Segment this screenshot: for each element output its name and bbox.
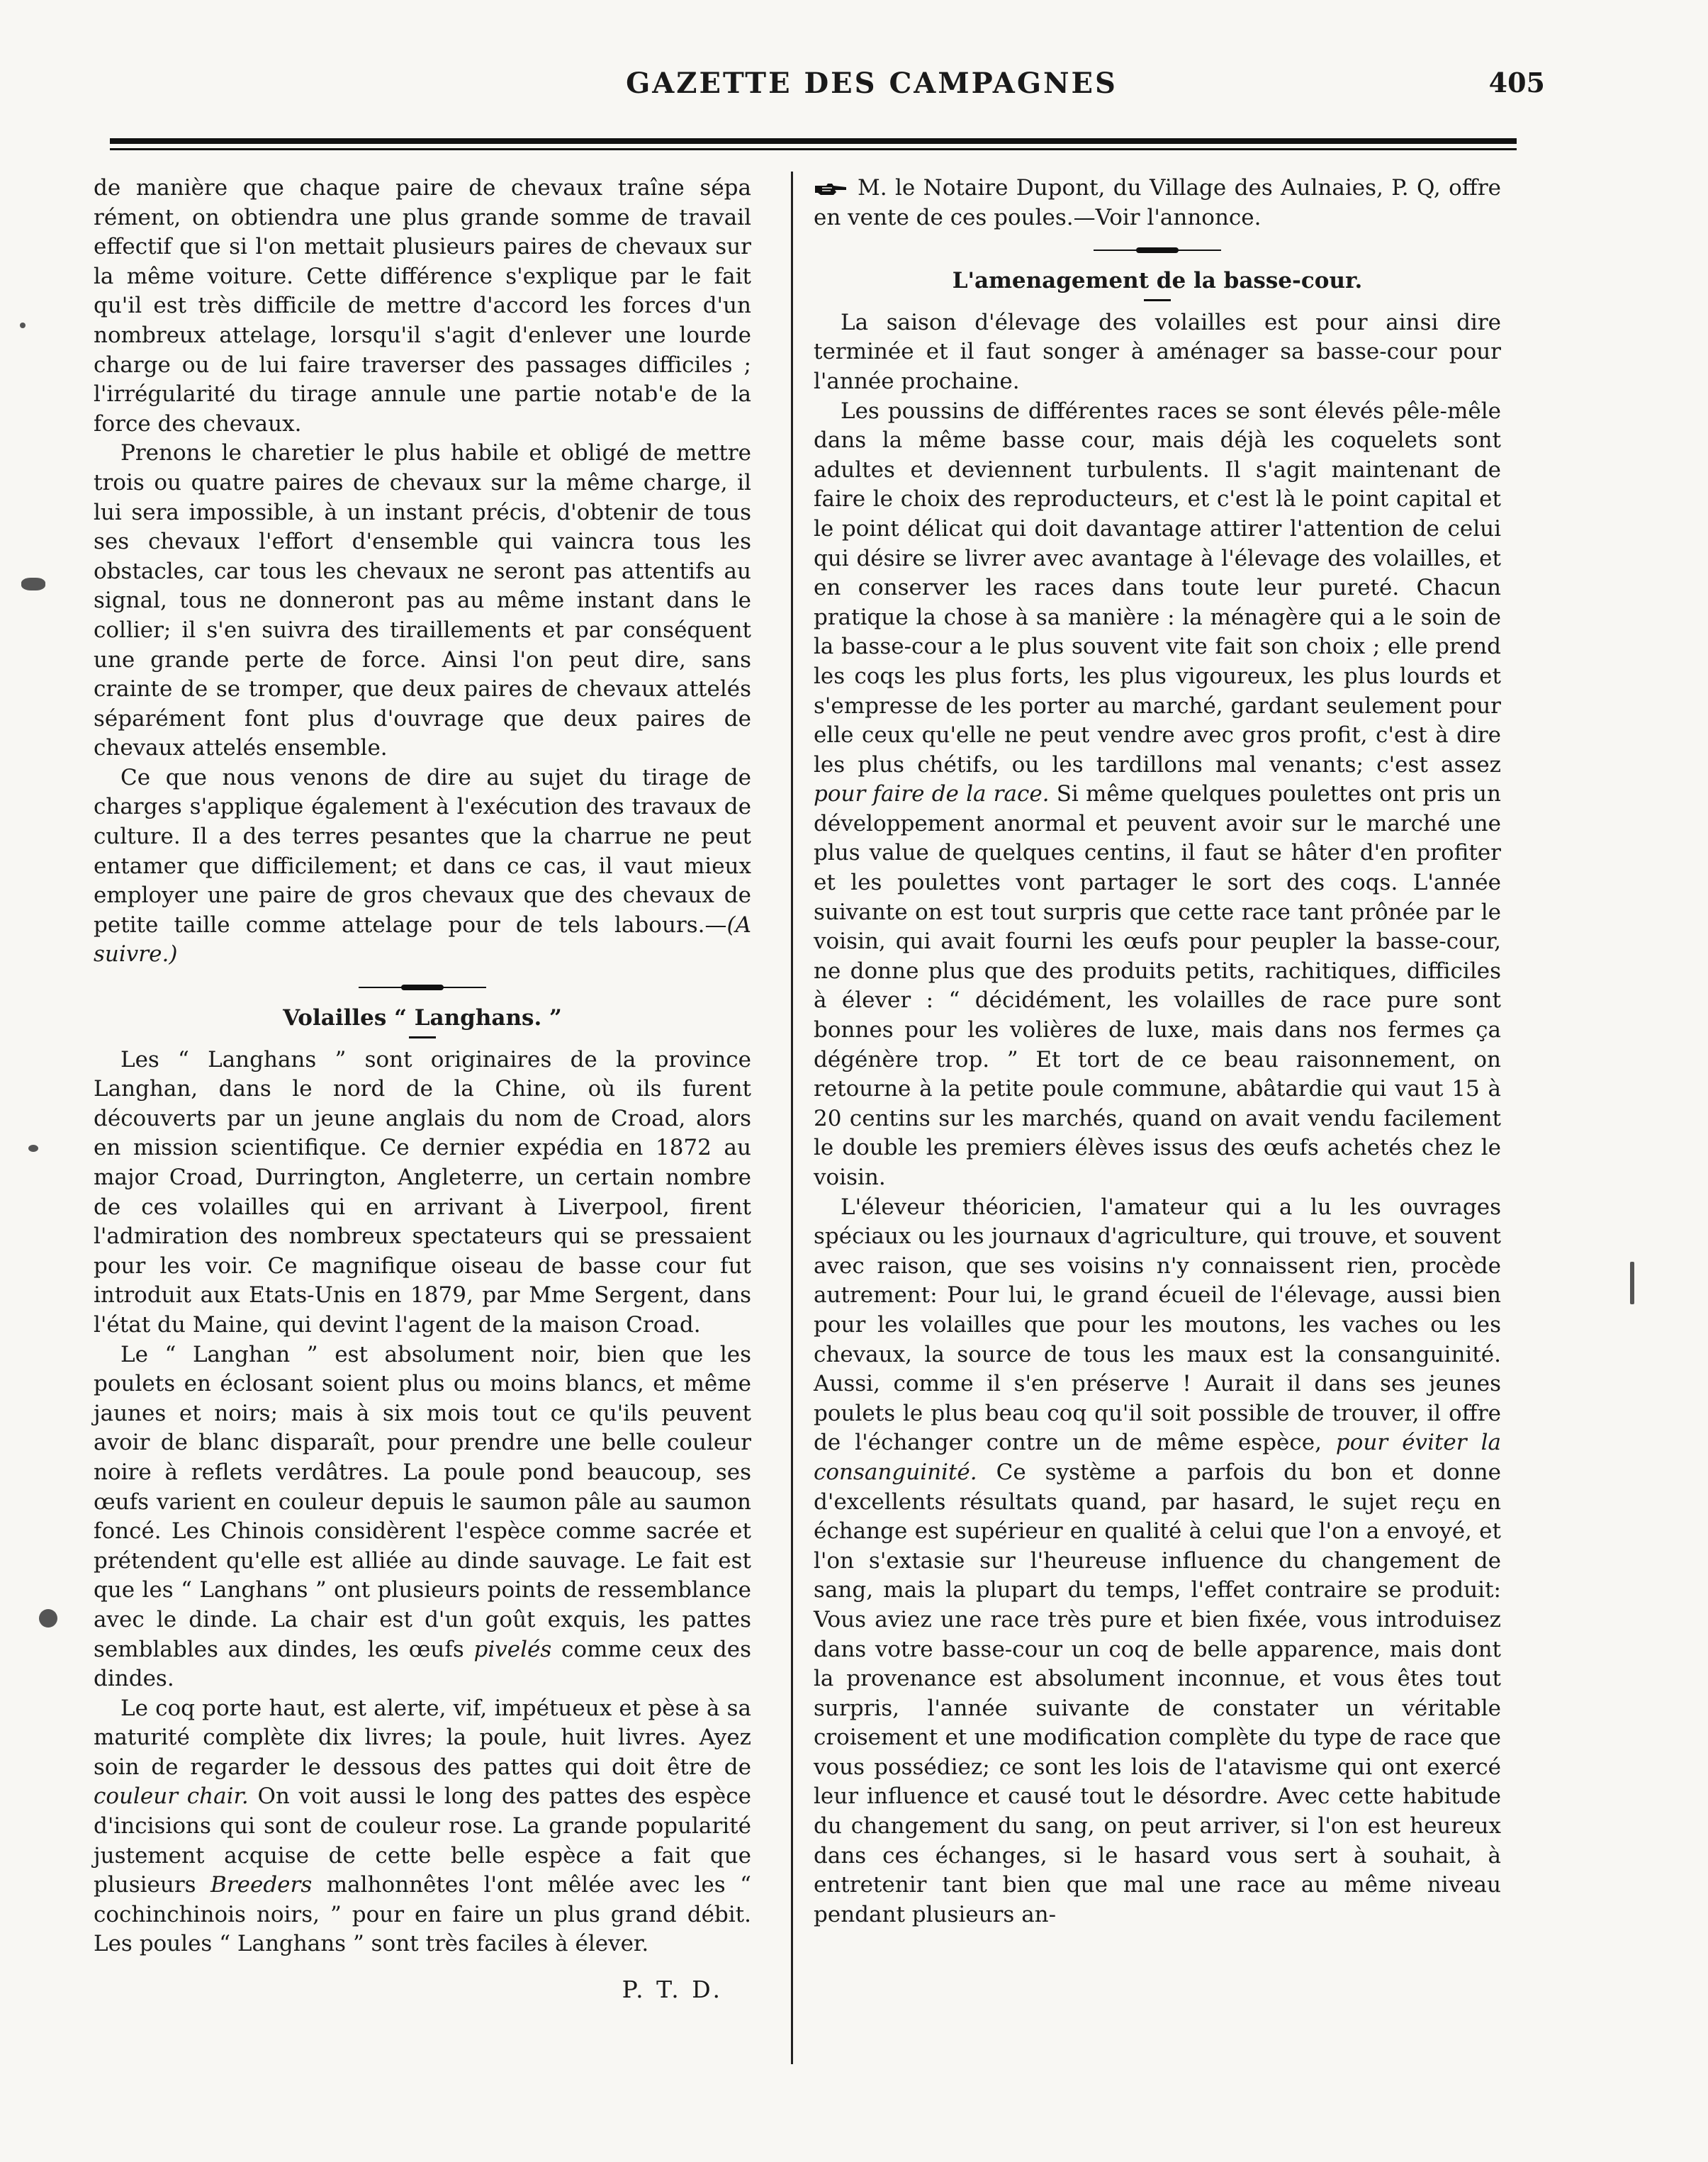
scan-speck — [28, 1145, 38, 1152]
notice-text: M. le Notaire Dupont, du Village des Aulnaies, P. Q, offre en vente de ces poules.—Voir l'annonce. — [814, 175, 1501, 230]
pointing-hand-icon — [814, 181, 848, 197]
paragraph-text: Si même quelques poulettes ont pris un développement anormal et peuvent avoir sur le marché une plus value de quelques centins, il faut se hâter d'en profiter et les poulettes vont partager le sort des coqs. L'année suivante on est tout surpris que cette race tant prônée par le voisin, qui avait fourni les œufs pour peupler la basse-cour, ne donne plus que des produits petits, rachitiques, difficiles à élever : “ décidément, les volailles de race pure sont bonnes pour les volières de luxe, mais dans nos fermes ça dégénère trop. ” Et tort de ce beau raisonnement, on retourne à la petite poule commune, abâtardie qui vaut 15 à 20 centins sur les marchés, quand on avait vendu facilement le double les premiers élèves issus des œufs achetés chez le voisin. — [814, 781, 1501, 1190]
section-heading-amenagement: L'amenagement de la basse-cour. — [952, 268, 1363, 294]
paragraph-text: malhonnêtes l'ont mêlée avec les “ cochinchinois noirs, ” pour en faire un plus grand débit. Les poules “ Langhans ” sont très faciles à élever. — [94, 1872, 751, 1957]
section-separator — [1094, 247, 1221, 254]
paragraph-text: Ce système a parfois du bon et donne d'excellents résultats quand, par hasard, le sujet reçu en échange est supérieur en qualité à celui que l'on a envoyé, et l'on s'extasie sur l'heureuse influence du changement de sang, mais la plupart du temps, l'effet contraire se produit: Vous aviez une race très pure et bien fixée, vous introduisez dans votre basse-cour un coq de belle apparence, mais dont la provenance est absolument inconnue, et vous êtes tout surpris, l'année suivante de constater un véritable croisement et une modification complète du type de race que vous possédiez; ce sont les lois de l'atavisme qui ont exercé leur influence et causé tout le désordre. Avec cette habitude du changement du sang, on peut arriver, si l'on est heureux dans ces échanges, si le hasard vous sert à souhait, à entretenir tant bien que mal une race au même niveau pendant plusieurs an- — [814, 1459, 1501, 1927]
paragraph — [94, 763, 751, 970]
masthead-title: GAZETTE DES CAMPAGNES — [626, 67, 1118, 100]
emphasis-text: pivelés — [473, 1636, 552, 1662]
column-divider — [791, 172, 793, 2064]
paragraph: de manière que chaque paire de chevaux traîne sépa rément, on obtiendra une plus grande somme de travail effectif que si l'on mettait plusieurs paires de chevaux sur la même voiture. Cette différence s'explique par le fait qu'il est très difficile de mettre d'accord les forces d'un nombreux attelage, lorsqu'il s'agit d'enlever une lourde charge ou de lui faire traverser des passages difficiles ; l'irrégularité du tirage annule une partie notab'e de la force des chevaux. — [94, 175, 751, 437]
paragraph-text: Le coq porte haut, est alerte, vif, impétueux et pèse à sa maturité complète dix livres; la poule, huit livres. Ayez soin de regarder le dessous des pattes qui doit être de — [94, 1695, 751, 1780]
heading-dash — [409, 1036, 436, 1038]
paragraph-text: Ce que nous venons de dire au sujet du tirage de charges s'applique également à l'exécution des travaux de culture. Il a des terres pesantes que la charrue ne peut entamer que difficilement; et dans ce cas, il vaut mieux employer une paire de gros chevaux que des chevaux de petite taille comme attelage pour de tels labours.— — [94, 764, 751, 938]
emphasis-text: couleur chair. — [94, 1783, 249, 1810]
heading-dash — [1144, 299, 1171, 301]
article-signature: P. T. D. — [622, 1976, 723, 2004]
notice-paragraph — [814, 174, 1501, 233]
paragraph-text: Les poussins de différentes races se sont élevés pêle-mêle dans la même basse cour, mais déjà les coquelets sont adultes et deviennent turbulents. Il s'agit maintenant de faire le choix des reproducteurs, et c'est là le point capital et le point délicat qui doit davantage attirer l'attention de celui qui désire se livrer avec avantage à l'élevage des volailles, et en conserver les races dans toute leur pureté. Chacun pratique la chose à sa manière : la ménagère qui a le soin de la basse-cour a le plus souvent vite fait son choix ; elle prend les coqs les plus forts, les plus vigoureux, les plus lourds et s'empresse de les porter au marché, gardant seulement pour elle ceux qu'elle ne peut vendre avec gros profit, c'est à dire les plus chétifs, ou les tardillons mal venants; c'est assez — [814, 398, 1501, 778]
paragraph: Prenons le charetier le plus habile et obligé de mettre trois ou quatre paires de chevaux sur la même charge, il lui sera impossible, à un instant précis, d'obtenir de tous ses chevaux l'effort d'ensemble qui vaincra tous les obstacles, car tous les chevaux ne seront pas attentifs au signal, tous ne donneront pas au même instant dans le collier; il s'en suivra des tiraillements et par conséquent une grande perte de force. Ainsi l'on peut dire, sans crainte de se tromper, que deux paires de chevaux attelés séparément font plus d'ouvrage que deux paires de chevaux attelés ensemble. — [94, 440, 751, 761]
left-column — [94, 174, 751, 2005]
paragraph-text: comme ceux des dindes. — [94, 1636, 751, 1692]
scan-speck — [1630, 1262, 1634, 1304]
right-column — [814, 174, 1501, 1929]
scan-speck — [39, 1609, 57, 1628]
paragraph-text: On voit aussi le long des pattes des espèce d'incisions qui sont de couleur rose. La grande popularité justement acquise de cette belle espèce a fait que plusieurs — [94, 1783, 751, 1898]
header-rule-thick — [110, 138, 1517, 144]
emphasis-text: pour faire de la race. — [814, 781, 1050, 807]
paragraph: Les “ Langhans ” sont originaires de la province Langhan, dans le nord de la Chine, où ils furent découverts par un jeune anglais du nom de Croad, alors en mission scientifique. Ce dernier expédia en 1872 au major Croad, Durrington, Angleterre, un certain nombre de ces volailles qui en arrivant à Liverpool, firent l'admiration des nombreux spectateurs qui se pressaient pour les voir. Ce magnifique oiseau de basse cour fut introduit aux Etats-Unis en 1879, par Mme Sergent, dans l'état du Maine, qui devint l'agent de la maison Croad. — [94, 1046, 751, 1338]
paragraph: La saison d'élevage des volailles est pour ainsi dire terminée et il faut songer à aménager sa basse-cour pour l'année prochaine. — [814, 309, 1501, 394]
scan-speck — [21, 578, 45, 590]
page-number: 405 — [1488, 67, 1545, 99]
emphasis-text: pour éviter la consanguinité. — [814, 1430, 1501, 1485]
paragraph — [94, 1694, 751, 1959]
paragraph-text: Le “ Langhan ” est absolument noir, bien que les poulets en éclosant soient plus ou moins blancs, et même jaunes et noirs; mais à six mois tout ce qu'ils peuvent avoir de blanc disparaît, pour prendre une belle couleur noire à reflets verdâtres. La poule pond beaucoup, ses œufs varient en couleur depuis le saumon pâle au saumon foncé. Les Chinois considèrent l'espèce comme sacrée et prétendent qu'elle est alliée au dinde sauvage. Le fait est que les “ Langhans ” ont plusieurs points de ressemblance avec le dinde. La chair est d'un goût exquis, les pattes semblables aux dindes, les œufs — [94, 1341, 751, 1662]
paragraph — [814, 1193, 1501, 1930]
paragraph — [94, 1340, 751, 1694]
suite-note: (A suivre.) — [94, 912, 751, 968]
section-separator — [359, 984, 486, 991]
paragraph-text: L'éleveur théoricien, l'amateur qui a lu les ouvrages spéciaux ou les journaux d'agriculture, qui trouve, et souvent avec raison, que ses voisins n'y connaissent rien, procède autrement: Pour lui, le grand écueil de l'élevage, aussi bien pour les volailles que pour les moutons, les vaches ou les chevaux, la source de tous les maux est la consanguinité. Aussi, comme il s'en préserve ! Aurait il dans ses jeunes poulets le plus beau coq qu'il soit possible de trouver, il offre de l'échanger contre un de même espèce, — [814, 1194, 1501, 1456]
section-heading-volailles: Volailles “ Langhans. ” — [283, 1005, 562, 1031]
paragraph — [814, 397, 1501, 1193]
emphasis-text: Breeders — [210, 1872, 313, 1898]
scan-speck — [20, 323, 26, 328]
header-rule-thin — [110, 148, 1517, 150]
